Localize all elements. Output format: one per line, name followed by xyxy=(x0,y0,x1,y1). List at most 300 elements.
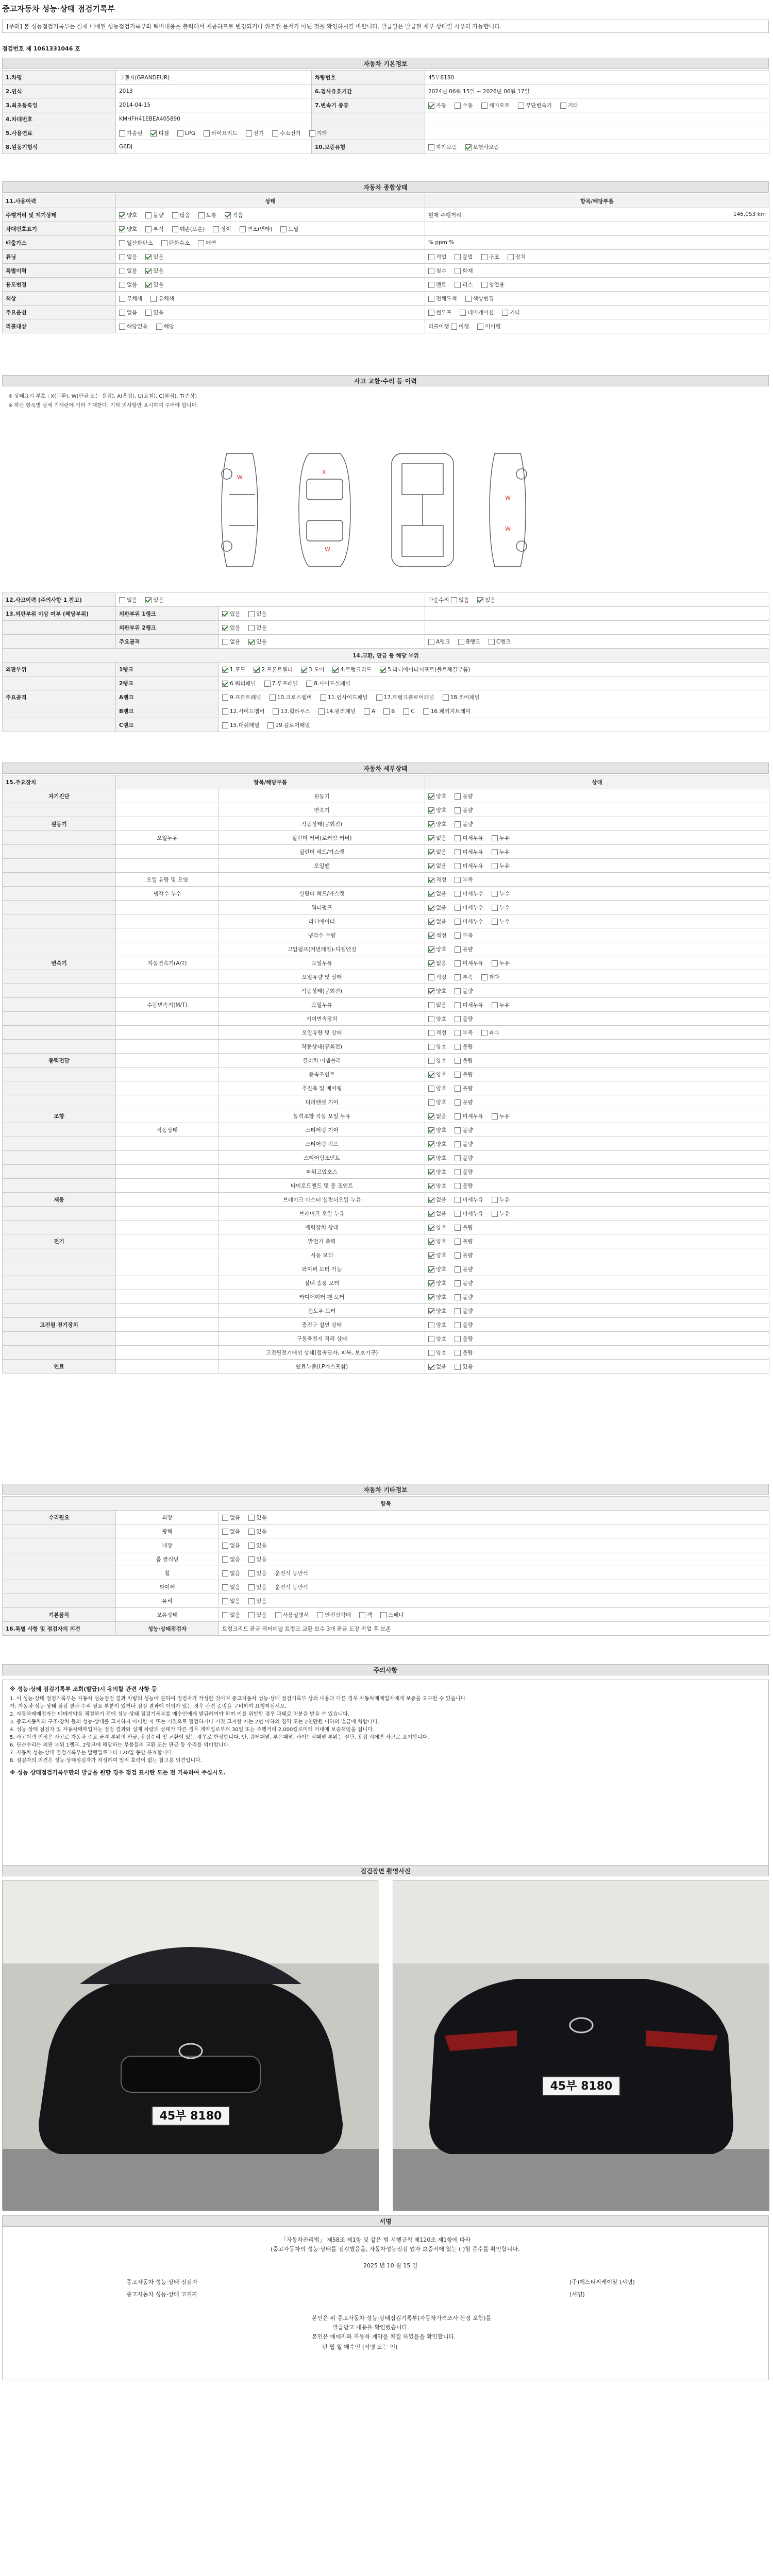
checkbox-icon xyxy=(172,212,178,218)
detail-part: 배력장치 상태 xyxy=(219,1221,425,1234)
detail-sub-group xyxy=(116,859,219,873)
option-label: 불량 xyxy=(462,821,473,827)
basic-value-2 xyxy=(425,140,769,154)
checkbox-icon xyxy=(428,960,434,967)
option xyxy=(264,681,298,687)
option-label: 탄화수소 xyxy=(169,240,190,246)
checkbox-icon xyxy=(428,1239,434,1245)
option xyxy=(248,1515,266,1521)
option xyxy=(428,1002,446,1008)
option xyxy=(428,1211,446,1217)
extra-state xyxy=(219,1580,769,1594)
option-label: 양호 xyxy=(436,988,447,994)
option-label: 없음 xyxy=(436,1002,447,1008)
accident-part-rank: 2랭크 xyxy=(116,676,219,690)
option-label: 5.라디에이터서포트(볼트체결부품) xyxy=(388,666,470,673)
checkbox-icon xyxy=(455,1294,461,1300)
checkbox-icon xyxy=(455,1211,461,1217)
detail-state xyxy=(425,1054,769,1067)
checkbox-icon xyxy=(455,933,461,939)
passenger-side-label: 동반석 xyxy=(292,1570,308,1577)
detail-sub-group xyxy=(116,817,219,831)
checkbox-icon xyxy=(246,130,252,137)
option xyxy=(145,597,163,603)
table-row xyxy=(3,607,769,621)
general-state xyxy=(116,319,425,333)
detail-group xyxy=(3,1179,116,1193)
checkbox-icon xyxy=(161,240,167,246)
option xyxy=(248,1529,266,1535)
option xyxy=(458,639,480,645)
checkbox-icon xyxy=(222,1529,228,1535)
panel-rank-label: 외판부위 1랭크 xyxy=(116,607,219,621)
accident-history-state xyxy=(116,593,425,607)
checkbox-icon xyxy=(119,310,125,316)
checkbox-icon xyxy=(481,1030,488,1036)
checkbox-icon xyxy=(428,933,434,939)
option xyxy=(492,891,510,897)
general-key: 리콜대상 xyxy=(3,319,116,333)
option-label: 누유 xyxy=(499,835,510,841)
option-label: 12.사이드멤버 xyxy=(230,708,265,715)
checkbox-icon xyxy=(492,1113,498,1120)
front-car-image xyxy=(3,1881,379,2211)
option xyxy=(455,835,483,841)
detail-part: 충전구 절연 상태 xyxy=(219,1318,425,1332)
passenger-side-label: 동반석 xyxy=(292,1584,308,1590)
panel-rank-extra xyxy=(425,635,769,649)
option-label: 누유 xyxy=(499,862,510,869)
option-label: 미세누유 xyxy=(462,849,483,855)
table-row xyxy=(3,71,769,84)
checkbox-icon xyxy=(560,103,566,109)
checkbox-icon xyxy=(455,1364,461,1370)
detail-group xyxy=(3,942,116,956)
option xyxy=(145,226,163,232)
odometer-sub: 현재 주행거리 xyxy=(428,212,462,218)
checkbox-icon xyxy=(428,835,434,841)
svg-text:W: W xyxy=(505,495,511,501)
detail-part: 실린더 커버(로커암 커버) xyxy=(219,831,425,845)
option-label: 불량 xyxy=(462,1335,473,1342)
option xyxy=(403,708,414,715)
option-label: 장치 xyxy=(515,253,526,260)
checkbox-icon xyxy=(481,103,488,109)
checkbox-icon xyxy=(423,708,429,715)
checkbox-icon xyxy=(177,130,183,137)
basic-key-2: 6.검사유효기간 xyxy=(312,84,425,98)
option-label: 양호 xyxy=(436,1224,447,1231)
option xyxy=(317,1612,351,1618)
option-label: 있음 xyxy=(256,1528,267,1535)
table-row xyxy=(3,789,769,803)
option xyxy=(481,1030,499,1036)
option xyxy=(443,694,480,701)
option-label: 미세누유 xyxy=(462,1196,483,1203)
option-label: 없음 xyxy=(230,1570,241,1577)
option xyxy=(455,960,483,967)
checkbox-icon xyxy=(455,1141,461,1147)
option xyxy=(428,1225,446,1231)
table-row xyxy=(3,1221,769,1234)
general-key: 색상 xyxy=(3,292,116,306)
notes-line: 4. 성능·상태 점검자 및 자동차매매업자는 점검 결과와 실제 차량의 상태가 다른 경우 계약일로부터 30일 또는 주행거리 2,000킬로미터 이내에 보증책임을 집니다. xyxy=(10,1727,374,1733)
general-state xyxy=(116,250,425,264)
option xyxy=(428,863,446,869)
detail-col-sub: 항목/해당부품 xyxy=(116,775,425,789)
checkbox-icon xyxy=(455,1072,461,1078)
checkbox-icon xyxy=(428,144,434,150)
general-state-table xyxy=(2,194,769,333)
option-label: 불량 xyxy=(462,1238,473,1245)
option-label: 적정 xyxy=(436,876,447,883)
accident-part-rank: 1랭크 xyxy=(116,663,219,676)
option xyxy=(248,1570,266,1577)
option-label: 2.프론트휀더 xyxy=(261,666,293,673)
checkbox-icon xyxy=(248,1612,255,1618)
document-title: 중고자동차 성능·상태 점검기록부 xyxy=(2,4,115,13)
general-key: 튜닝 xyxy=(3,250,116,264)
option-label: 불량 xyxy=(462,1127,473,1133)
option xyxy=(455,1002,483,1008)
option xyxy=(248,1598,266,1604)
option xyxy=(222,611,240,617)
detail-sub-group xyxy=(116,1137,219,1151)
checkbox-icon xyxy=(455,905,461,911)
option xyxy=(172,226,205,232)
option-label: 불법 xyxy=(462,253,473,260)
checkbox-icon xyxy=(309,130,315,137)
general-detail xyxy=(425,264,769,278)
option xyxy=(423,708,471,715)
extra-item: 광택 xyxy=(116,1524,219,1538)
table-row xyxy=(3,126,769,140)
option-label: 누유 xyxy=(499,1113,510,1120)
checkbox-icon xyxy=(198,240,204,246)
option-label: C xyxy=(411,708,415,715)
checkbox-icon xyxy=(317,1612,323,1618)
option-label: 잭 xyxy=(367,1612,373,1618)
checkbox-icon xyxy=(492,905,498,911)
option xyxy=(275,1612,309,1618)
option xyxy=(119,240,153,246)
receipt-line-2: 발급받고 내용을 확인했습니다. xyxy=(332,2324,409,2331)
odometer-detail xyxy=(425,208,769,222)
checkbox-icon xyxy=(428,877,434,883)
checkbox-icon xyxy=(222,722,228,728)
option-label: 양호 xyxy=(436,821,447,827)
table-row xyxy=(3,1346,769,1360)
detail-sub-group xyxy=(116,1012,219,1026)
option xyxy=(455,1155,473,1161)
basic-value-2 xyxy=(425,112,769,126)
detail-group: 동력전달 xyxy=(3,1054,116,1067)
option xyxy=(455,1322,473,1328)
checkbox-icon xyxy=(359,1612,365,1618)
option-label: 불량 xyxy=(462,1252,473,1259)
detail-sub-group xyxy=(116,1276,219,1290)
general-detail xyxy=(425,236,769,250)
option-label: 자동 xyxy=(436,102,447,109)
basic-key-2: 7.변속기 종류 xyxy=(312,98,425,112)
checkbox-icon xyxy=(222,1515,228,1521)
table-row xyxy=(3,1318,769,1332)
basic-value-2: 45부8180 xyxy=(425,71,769,84)
checkbox-icon xyxy=(455,1350,461,1356)
checkbox-icon xyxy=(455,1280,461,1286)
detail-part: 고전원전기배선 상태(접속단자, 피복, 보호기구) xyxy=(219,1346,425,1360)
option xyxy=(428,960,446,967)
option-label: 썬루프 xyxy=(436,309,452,316)
detail-group xyxy=(3,1081,116,1095)
detail-state xyxy=(425,1360,769,1374)
detail-sub-group xyxy=(116,1095,219,1109)
detail-state xyxy=(425,1346,769,1360)
option xyxy=(455,103,473,109)
option xyxy=(492,1211,510,1217)
basic-value: 그랜저(GRANDEUR) xyxy=(116,71,312,84)
checkbox-icon xyxy=(380,1612,386,1618)
panel-label xyxy=(3,635,116,649)
option xyxy=(145,310,163,316)
option xyxy=(248,1556,266,1563)
checkbox-icon xyxy=(198,212,205,218)
detail-part: 오일유량 및 상태 xyxy=(219,970,425,984)
extra-state xyxy=(219,1524,769,1538)
option xyxy=(455,1294,473,1300)
option xyxy=(428,1030,446,1036)
option-label: 일산화탄소 xyxy=(127,240,153,246)
checkbox-icon xyxy=(492,1211,498,1217)
option-label: 양호 xyxy=(436,1308,447,1314)
panel-rank-extra xyxy=(425,621,769,635)
option xyxy=(455,1266,473,1273)
table-row xyxy=(3,887,769,901)
detail-sub-group xyxy=(116,970,219,984)
option xyxy=(481,974,499,980)
option-label: 불량 xyxy=(462,1294,473,1300)
opinion-inspector-label: 성능·상태점검자 xyxy=(116,1622,219,1636)
option xyxy=(267,722,310,728)
option-label: 없음 xyxy=(127,253,138,260)
accident-part-group: 주요골격 xyxy=(3,690,116,704)
checkbox-icon xyxy=(145,310,152,316)
option-label: 있음 xyxy=(485,597,496,603)
option xyxy=(272,130,301,137)
option-label: 없음 xyxy=(230,1542,241,1549)
option xyxy=(428,877,446,883)
detail-state xyxy=(425,789,769,803)
checkbox-icon xyxy=(248,1584,255,1590)
checkbox-icon xyxy=(455,793,461,800)
option-label: 없음 xyxy=(256,624,267,631)
option-label: 수소전기 xyxy=(280,130,301,137)
option xyxy=(455,877,473,883)
option xyxy=(428,1336,446,1342)
option-label: 부족 xyxy=(462,974,473,980)
option xyxy=(455,849,483,855)
panel-rank-state xyxy=(219,621,425,635)
option xyxy=(428,946,446,953)
checkbox-icon xyxy=(428,103,434,109)
detail-state xyxy=(425,1318,769,1332)
option-label: 양호 xyxy=(436,946,447,953)
option-label: 리스 xyxy=(462,281,473,288)
accident-part-options xyxy=(219,676,769,690)
option-label: 없음 xyxy=(230,1514,241,1521)
option-label: LPG xyxy=(184,130,196,137)
notice-text: [주의] 본 성능점검기록부는 실제 매매된 성능점검기록부와 택비내용을 출력해서 제공하므로 변경되거나 위조된 문서가 아닌 것을 확인하시길 바랍니다. 발급일은 발급된 재부 상태일 시부터 가능합니다. xyxy=(7,23,502,30)
option xyxy=(222,1612,240,1618)
panel-rank-extra xyxy=(425,607,769,621)
checkbox-icon xyxy=(280,226,287,232)
table-row xyxy=(3,803,769,817)
option xyxy=(380,667,470,673)
option-label: 부족 xyxy=(462,876,473,883)
notes-lines xyxy=(10,1695,761,1765)
table-row xyxy=(3,1123,769,1137)
option xyxy=(455,1308,473,1314)
option xyxy=(383,708,395,715)
table-row xyxy=(3,278,769,292)
detail-group xyxy=(3,984,116,998)
detail-part: 파워고압호스 xyxy=(219,1165,425,1179)
table-row xyxy=(3,222,769,236)
option-label: 과다 xyxy=(489,1029,499,1036)
photos-header: 점검장면 촬영사진 xyxy=(2,1865,769,1876)
driver-side-label: 운전석 xyxy=(275,1584,293,1590)
option xyxy=(465,144,499,150)
option xyxy=(492,1113,510,1120)
receipt-line-1: 본인은 위 중고자동차 성능·상태점검기록부(자동차가격조사·산정 포함)를 xyxy=(312,2315,492,2321)
detail-sub-group xyxy=(116,1054,219,1067)
detail-group: 고전원 전기장치 xyxy=(3,1318,116,1332)
checkbox-icon xyxy=(156,324,162,330)
table-row xyxy=(3,1511,769,1524)
simple-repair-cell xyxy=(425,593,769,607)
option xyxy=(455,1141,473,1147)
option-label: 수동 xyxy=(462,102,473,109)
checkbox-icon xyxy=(145,268,152,274)
table-row xyxy=(3,1026,769,1040)
checkbox-icon xyxy=(248,1598,255,1604)
option xyxy=(492,905,510,911)
checkbox-icon xyxy=(222,611,228,617)
detail-group xyxy=(3,901,116,914)
option xyxy=(428,821,446,827)
detail-sub-group: 작동상태 xyxy=(116,1123,219,1137)
general-col-item: 11.사용이력 xyxy=(3,194,116,208)
table-row xyxy=(3,704,769,718)
option-label: 도말 xyxy=(288,226,299,232)
extra-group xyxy=(3,1524,116,1538)
option-label: 양호 xyxy=(436,1127,447,1133)
detail-state xyxy=(425,970,769,984)
checkbox-icon xyxy=(275,1612,281,1618)
sign-law-line-2: (중고자동차의 성능·상태를 점검했음을, 자동차성능점검 업자 보증서에 있는 ( )형 준수를 확인합니다. xyxy=(271,2246,520,2252)
car-right-side-drawing xyxy=(490,453,527,567)
detail-part: 브레이크 오일 누유 xyxy=(219,1207,425,1221)
checkbox-icon xyxy=(428,268,434,274)
option-label: 네비게이션 xyxy=(467,309,494,316)
detail-part: 라디에이터 팬 모터 xyxy=(219,1290,425,1304)
option xyxy=(428,1113,446,1120)
accident-part-group xyxy=(3,676,116,690)
basic-key-2: 10.보증유형 xyxy=(312,140,425,154)
option-label: 렌트 xyxy=(436,281,447,288)
option-label: 있음 xyxy=(230,624,241,631)
checkbox-icon xyxy=(318,708,325,715)
detail-state xyxy=(425,1137,769,1151)
option xyxy=(428,1127,446,1133)
detail-part: 추진축 및 베어링 xyxy=(219,1081,425,1095)
checkbox-icon xyxy=(465,296,472,302)
checkbox-icon xyxy=(119,226,125,232)
checkbox-icon xyxy=(455,1336,461,1342)
general-detail xyxy=(425,278,769,292)
extra-item: 보유상태 xyxy=(116,1608,219,1622)
checkbox-icon xyxy=(428,1336,434,1342)
detail-state xyxy=(425,1040,769,1054)
notifier-value: (서명) xyxy=(569,2291,585,2298)
extra-item: 타이어 xyxy=(116,1580,219,1594)
checkbox-icon xyxy=(119,324,125,330)
checkbox-icon xyxy=(428,1364,434,1370)
option xyxy=(225,212,243,218)
option xyxy=(455,282,473,288)
checkbox-icon xyxy=(451,324,457,330)
option xyxy=(248,1612,266,1618)
checkbox-icon xyxy=(428,1058,434,1064)
checkbox-icon xyxy=(119,212,125,218)
option xyxy=(222,708,264,715)
option-label: 있음 xyxy=(256,1570,267,1577)
checkbox-icon xyxy=(481,254,488,260)
option xyxy=(222,1529,240,1535)
option xyxy=(455,1197,483,1203)
option xyxy=(428,1350,446,1356)
option-label: 없음 xyxy=(436,1113,447,1120)
table-row xyxy=(3,1608,769,1622)
option-label: 없음 xyxy=(436,904,447,911)
table-row xyxy=(3,635,769,649)
table-row xyxy=(3,84,769,98)
option-label: 불량 xyxy=(462,1168,473,1175)
option-label: 양호 xyxy=(436,1335,447,1342)
detail-sub-group: 오일 유량 및 오염 xyxy=(116,873,219,887)
general-key: 배출가스 xyxy=(3,236,116,250)
detail-sub-group xyxy=(116,1221,219,1234)
option-label: 양호 xyxy=(436,1071,447,1078)
detail-sub-group xyxy=(116,1109,219,1123)
detail-state xyxy=(425,1179,769,1193)
option xyxy=(455,807,473,814)
option xyxy=(492,960,510,967)
table-row xyxy=(3,250,769,264)
checkbox-icon xyxy=(248,625,255,631)
checkbox-icon xyxy=(428,1225,434,1231)
checkbox-icon xyxy=(518,103,524,109)
table-row xyxy=(3,817,769,831)
table-row xyxy=(3,649,769,663)
checkbox-icon xyxy=(240,226,246,232)
option-label: 있음 xyxy=(153,267,164,274)
checkbox-icon xyxy=(455,974,461,980)
table-row xyxy=(3,1276,769,1290)
detail-sub-group xyxy=(116,1040,219,1054)
checkbox-icon xyxy=(455,1099,461,1106)
extra-state xyxy=(219,1594,769,1608)
